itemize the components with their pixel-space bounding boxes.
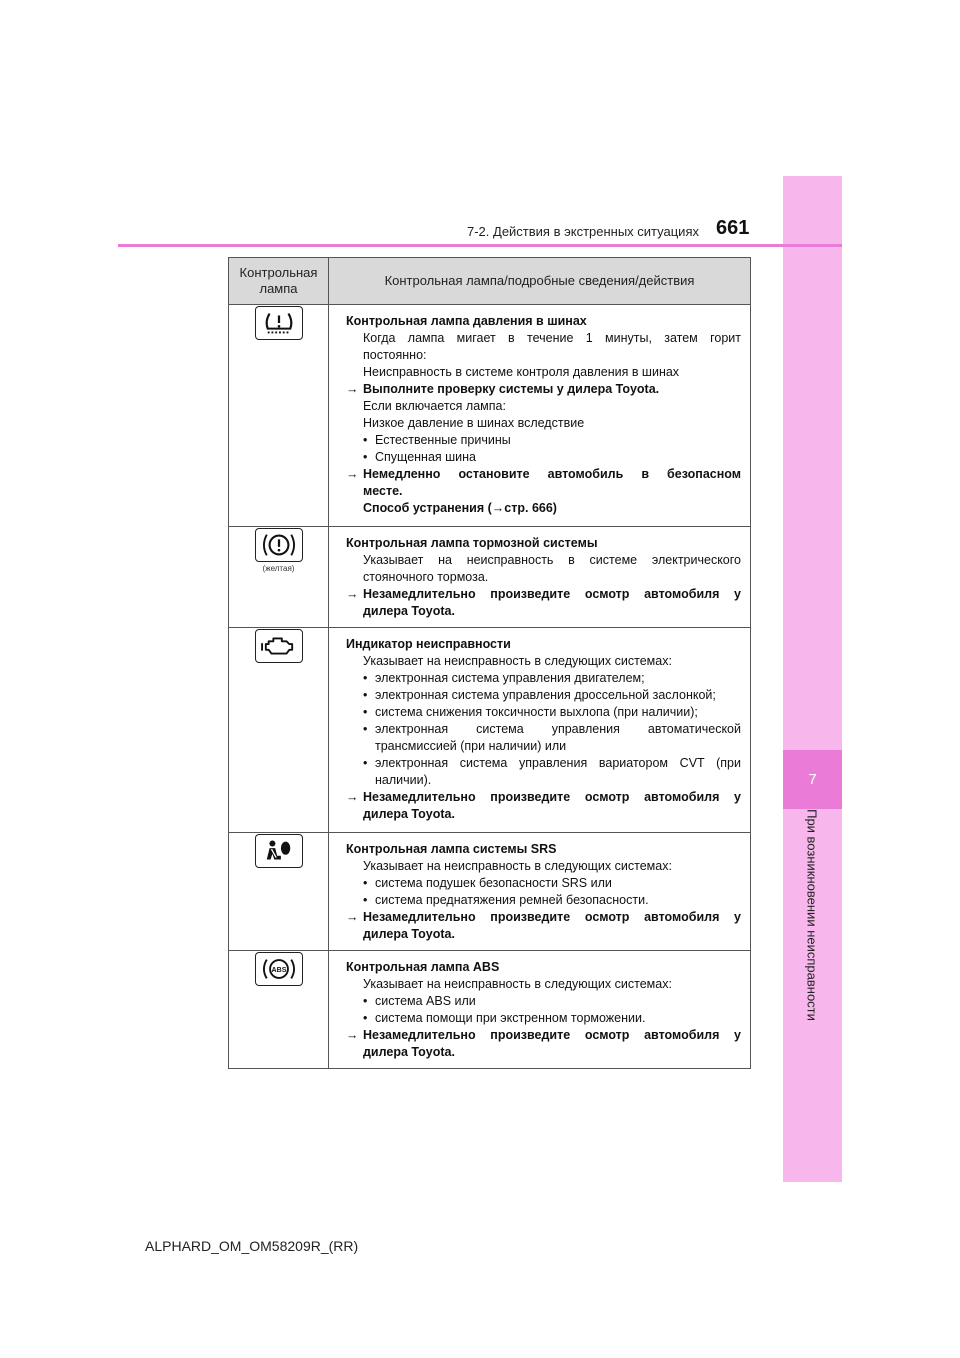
chapter-label: При возникновении неисправности bbox=[804, 809, 820, 1021]
bullet-icon: • bbox=[363, 994, 368, 1008]
bullet-icon: • bbox=[363, 893, 368, 907]
lamp-title: Контрольная лампа тормозной системы bbox=[346, 536, 598, 550]
header-divider bbox=[118, 244, 842, 247]
lamp-description-cell bbox=[329, 305, 751, 527]
desc-line: Указывает на неисправность в следующих системах: bbox=[363, 654, 672, 668]
bullet-item: • система помощи при экстренном торможении. bbox=[363, 1011, 646, 1025]
icon-note: (желтая) bbox=[262, 564, 295, 573]
check-engine-icon bbox=[255, 629, 303, 663]
table-row bbox=[229, 305, 751, 527]
bullet-item: • электронная система управления двигателем; bbox=[363, 671, 645, 685]
action-line: → Незамедлительно произведите осмотр автомобиля у bbox=[346, 790, 741, 804]
action-line-continued: месте. bbox=[363, 484, 403, 498]
lamp-description-cell bbox=[329, 833, 751, 951]
table-row bbox=[229, 951, 751, 1069]
bullet-item: • система преднатяжения ремней безопасности. bbox=[363, 893, 649, 907]
desc-line: стояночного тормоза. bbox=[363, 570, 489, 584]
section-title: 7-2. Действия в экстренных ситуациях bbox=[467, 224, 699, 239]
brake-system-warning-icon bbox=[255, 528, 303, 562]
action-line-continued: дилера Toyota. bbox=[363, 604, 455, 618]
bullet-icon: • bbox=[363, 1011, 368, 1025]
lamp-icon-cell bbox=[229, 527, 329, 628]
bullet-icon: • bbox=[363, 756, 368, 770]
action-line-continued: дилера Toyota. bbox=[363, 927, 455, 941]
lamp-icon-cell bbox=[229, 833, 329, 951]
desc-line: постоянно: bbox=[363, 348, 427, 362]
bullet-item: • Спущенная шина bbox=[363, 450, 477, 464]
arrow-icon: → bbox=[346, 1028, 359, 1042]
lamp-title: Контрольная лампа ABS bbox=[346, 960, 500, 974]
desc-line: Указывает на неисправность в системе электрического bbox=[363, 553, 741, 567]
page-number: 661 bbox=[716, 217, 750, 239]
arrow-icon: → bbox=[346, 790, 359, 804]
bullet-item: • система подушек безопасности SRS или bbox=[363, 876, 612, 890]
action-line: → Немедленно остановите автомобиль в безопасном bbox=[346, 467, 741, 481]
column-header-lamp: Контрольная лампа bbox=[229, 258, 329, 305]
desc-line: Если включается лампа: bbox=[363, 399, 506, 413]
action-line: → Незамедлительно произведите осмотр автомобиля у bbox=[346, 1028, 741, 1042]
table-header-row bbox=[229, 258, 751, 305]
srs-airbag-icon bbox=[255, 834, 303, 868]
chapter-number: 7 bbox=[783, 750, 842, 809]
action-line-continued: дилера Toyota. bbox=[363, 1045, 455, 1059]
lamp-icon-cell bbox=[229, 628, 329, 833]
lamp-title: Контрольная лампа системы SRS bbox=[346, 842, 557, 856]
lamp-icon-cell bbox=[229, 305, 329, 527]
bullet-icon: • bbox=[363, 450, 368, 464]
abs-icon-label: ABS bbox=[271, 966, 286, 974]
arrow-icon: → bbox=[346, 910, 359, 924]
bullet-item: • Естественные причины bbox=[363, 433, 511, 447]
bullet-icon: • bbox=[363, 433, 368, 447]
desc-line: Неисправность в системе контроля давления в шинах bbox=[363, 365, 680, 379]
action-line-continued: Способ устранения (→стр. 666) bbox=[363, 501, 557, 515]
action-line: → Незамедлительно произведите осмотр автомобиля у bbox=[346, 910, 741, 924]
arrow-icon: → bbox=[346, 382, 359, 396]
bullet-icon: • bbox=[363, 688, 368, 702]
bullet-item: • система снижения токсичности выхлопа (при наличии); bbox=[363, 705, 698, 719]
desc-line: Когда лампа мигает в течение 1 минуты, затем горит bbox=[363, 331, 741, 345]
table-row bbox=[229, 527, 751, 628]
column-header-details: Контрольная лампа/подробные сведения/действия bbox=[329, 258, 751, 305]
table-row bbox=[229, 628, 751, 833]
action-line: → Незамедлительно произведите осмотр автомобиля у bbox=[346, 587, 741, 601]
table-row bbox=[229, 833, 751, 951]
arrow-icon: → bbox=[346, 587, 359, 601]
lamp-title: Индикатор неисправности bbox=[346, 637, 511, 651]
bullet-item-continued: трансмиссией (при наличии) или bbox=[375, 739, 567, 753]
warning-lamp-table bbox=[228, 257, 751, 1069]
bullet-item-continued: наличии). bbox=[375, 773, 432, 787]
action-line-continued: дилера Toyota. bbox=[363, 807, 455, 821]
bullet-item: • электронная система управления дроссельной заслонкой; bbox=[363, 688, 716, 702]
bullet-item: • система ABS или bbox=[363, 994, 476, 1008]
lamp-description-cell bbox=[329, 628, 751, 833]
arrow-icon: → bbox=[346, 467, 359, 481]
desc-line: Указывает на неисправность в следующих системах: bbox=[363, 977, 672, 991]
action-line: → Выполните проверку системы у дилера Toyota. bbox=[346, 382, 660, 396]
bullet-item: • электронная система управления вариатором CVT (при bbox=[363, 756, 741, 770]
abs-icon bbox=[255, 952, 303, 986]
chapter-side-tab bbox=[783, 176, 842, 1182]
bullet-icon: • bbox=[363, 876, 368, 890]
tire-pressure-warning-icon bbox=[255, 306, 303, 340]
lamp-description-cell bbox=[329, 527, 751, 628]
lamp-title: Контрольная лампа давления в шинах bbox=[346, 314, 587, 328]
lamp-icon-cell bbox=[229, 951, 329, 1069]
document-code: ALPHARD_OM_OM58209R_(RR) bbox=[145, 1238, 359, 1254]
lamp-description-cell bbox=[329, 951, 751, 1069]
bullet-icon: • bbox=[363, 722, 368, 736]
desc-line: Низкое давление в шинах вследствие bbox=[363, 416, 585, 430]
bullet-icon: • bbox=[363, 671, 368, 685]
bullet-icon: • bbox=[363, 705, 368, 719]
bullet-item: • электронная система управления автоматической bbox=[363, 722, 741, 736]
desc-line: Указывает на неисправность в следующих системах: bbox=[363, 859, 672, 873]
